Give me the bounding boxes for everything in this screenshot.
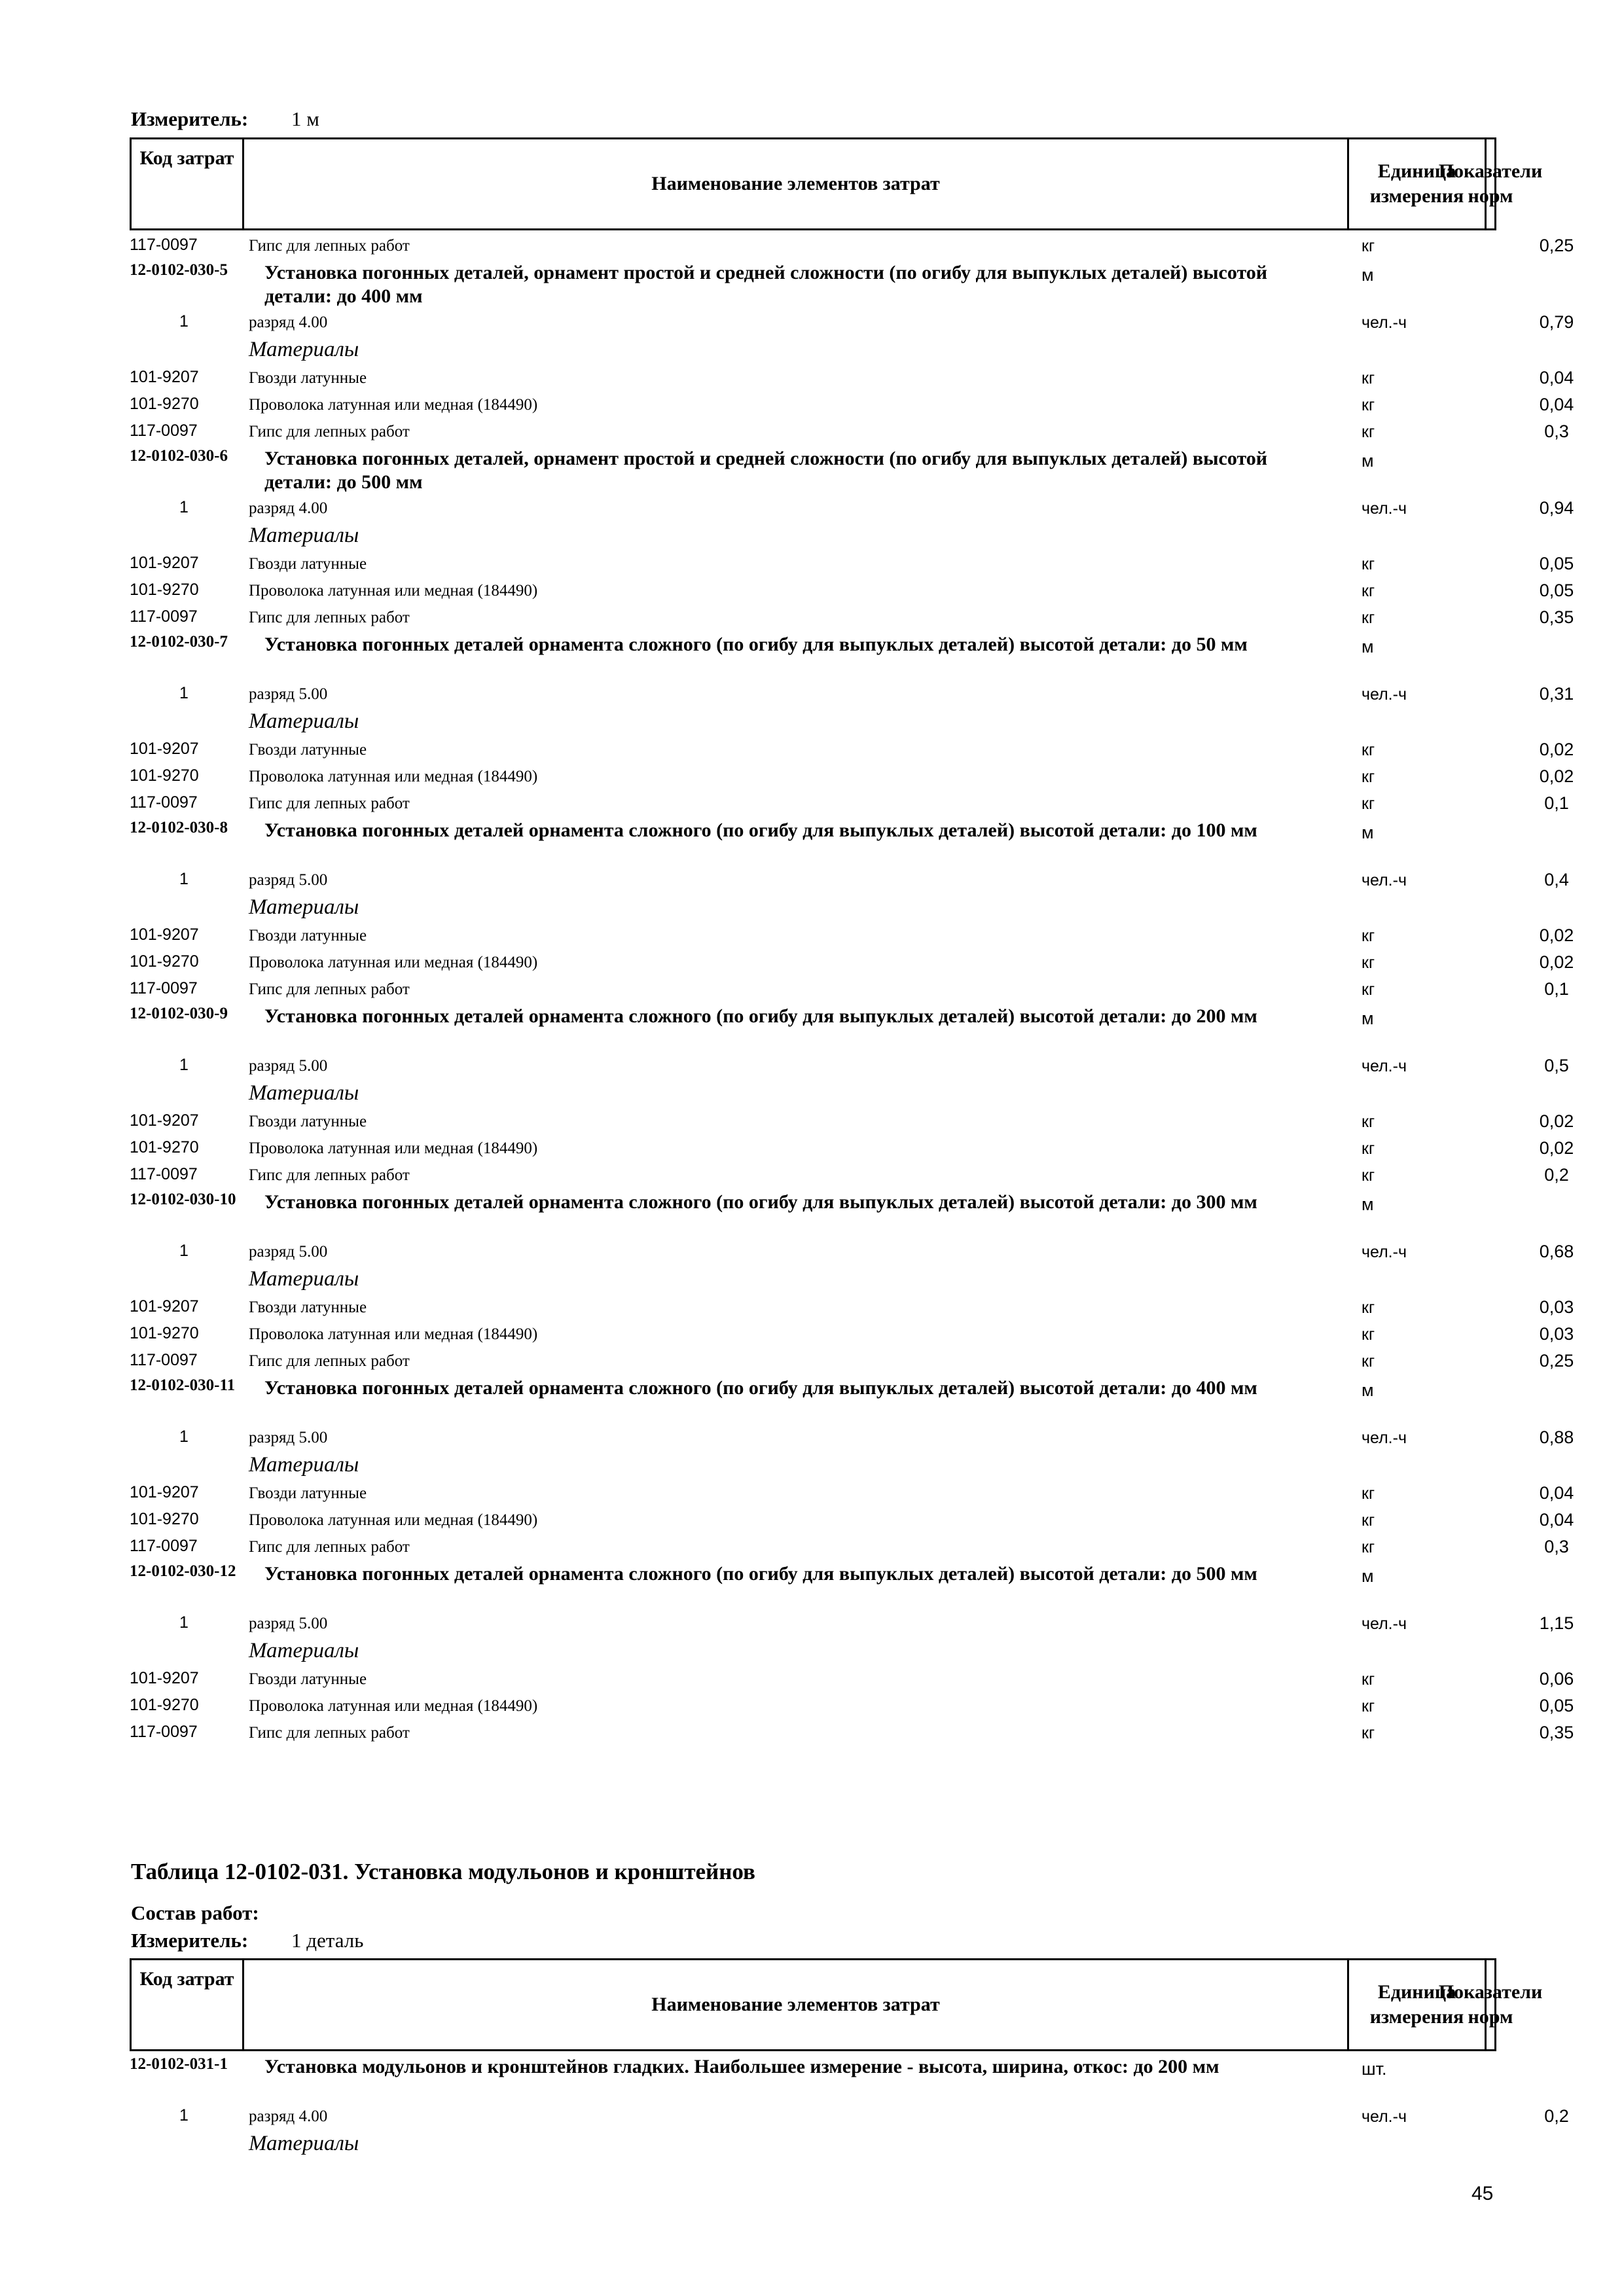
cell-unit: кг (1362, 1299, 1375, 1317)
table-row (130, 1162, 1569, 1189)
cell-name: Гвозди латунные (249, 741, 367, 759)
cell-name: разряд 5.00 (249, 1429, 328, 1446)
cell-name: Гвозди латунные (249, 1113, 367, 1130)
cell-code: 1 (179, 1242, 189, 1260)
cell-code: 117-0097 (130, 1537, 198, 1555)
cell-value: 0,04 (1539, 1510, 1574, 1530)
cell-unit: кг (1362, 927, 1375, 945)
cell-unit: кг (1362, 237, 1375, 255)
cell-name: Гипс для лепных работ (249, 1352, 410, 1370)
cell-name: Гвозди латунные (249, 1484, 367, 1502)
table-row (130, 551, 1574, 578)
cell-unit: кг (1362, 582, 1375, 600)
measure-value-2: 1 деталь (291, 1929, 364, 1952)
cell-name: Проволока латунная или медная (184490) (249, 1511, 538, 1529)
table-row (130, 495, 1574, 522)
cell-name: Гипс для лепных работ (249, 1538, 410, 1556)
cell-name: Гипс для лепных работ (249, 795, 410, 812)
page-number: 45 (1471, 2183, 1494, 2204)
cell-value: 0,31 (1539, 684, 1574, 704)
cell-name: Материалы (249, 2132, 359, 2155)
table-row (130, 1534, 1569, 1561)
cell-name: Установка погонных деталей орнамента сложного (по огибу для выпуклых деталей) высотой детали: до 500 мм (264, 1563, 1257, 1585)
table-row (130, 392, 1574, 419)
cell-code: 101-9207 (130, 1111, 199, 1130)
cell-code: 12-0102-030-9 (130, 1005, 228, 1022)
section-heading-row (130, 446, 1517, 495)
cell-unit: чел.-ч (1362, 685, 1407, 704)
header-value-line2: норм (1468, 185, 1513, 207)
cell-name: Гвозди латунные (249, 1670, 367, 1688)
table-row (130, 867, 1569, 894)
cell-unit: кг (1362, 1166, 1375, 1185)
cell-value: 0,04 (1539, 368, 1574, 387)
cell-value: 0,06 (1539, 1669, 1574, 1689)
cell-name: Установка погонных деталей орнамента сложного (по огибу для выпуклых деталей) высотой детали: до 100 мм (264, 819, 1257, 841)
cell-value: 0,3 (1544, 422, 1569, 441)
cell-code: 1 (179, 312, 189, 331)
table-row (130, 1425, 1574, 1452)
cell-name: разряд 4.00 (249, 499, 328, 517)
cell-unit: кг (1362, 396, 1375, 414)
cell-name: разряд 4.00 (249, 2108, 328, 2125)
cell-unit: м (1362, 637, 1374, 656)
section-heading-row (130, 1003, 1517, 1053)
cell-unit: кг (1362, 1352, 1375, 1371)
cell-code: 12-0102-030-11 (130, 1376, 236, 1394)
cell-name: Проволока латунная или медная (184490) (249, 582, 538, 600)
cell-name: Гвозди латунные (249, 555, 367, 573)
cell-name: разряд 5.00 (249, 685, 328, 703)
cell-value: 0,25 (1539, 1351, 1574, 1371)
cell-name: Материалы (249, 1267, 359, 1291)
cell-name: Гвозди латунные (249, 927, 367, 944)
measure-line (131, 107, 319, 131)
cell-value: 0,02 (1539, 952, 1574, 972)
section-heading-row (130, 817, 1517, 867)
cell-name: Гипс для лепных работ (249, 1166, 410, 1184)
cell-code: 1 (179, 1056, 189, 1074)
table-row (130, 578, 1574, 605)
materials-subheading (130, 1452, 1517, 1480)
cell-code: 101-9270 (130, 1510, 199, 1528)
materials-subheading (130, 2130, 1517, 2159)
cell-name: Проволока латунная или медная (184490) (249, 1325, 538, 1343)
table-row (130, 2104, 1569, 2130)
table-row (130, 1480, 1574, 1507)
cell-code: 12-0102-030-8 (130, 819, 228, 836)
cell-name: разряд 5.00 (249, 871, 328, 889)
measure-value: 1 м (291, 107, 319, 130)
cell-name: Установка погонных деталей орнамента сложного (по огибу для выпуклых деталей) высотой детали: до 400 мм (264, 1377, 1257, 1399)
cell-value: 0,94 (1539, 498, 1574, 518)
cell-unit: чел.-ч (1362, 1615, 1407, 1633)
table-row (130, 1136, 1574, 1162)
header-unit-2-line1: Единица (1377, 1981, 1456, 2003)
cell-value: 0,02 (1539, 766, 1574, 786)
header-code: Код затрат (132, 139, 244, 228)
cell-code: 1 (179, 1613, 189, 1632)
cell-code: 12-0102-030-12 (130, 1562, 236, 1580)
cell-unit: кг (1362, 423, 1375, 441)
cell-name: Гипс для лепных работ (249, 980, 410, 998)
cell-code: 101-9270 (130, 1696, 199, 1714)
table-row (130, 1720, 1574, 1747)
cell-name: Материалы (249, 1639, 359, 1662)
cell-code: 1 (179, 498, 189, 516)
table-row (130, 310, 1574, 336)
table-row (130, 1295, 1574, 1321)
cell-code: 101-9270 (130, 766, 199, 785)
cell-value: 0,03 (1539, 1324, 1574, 1344)
cell-name: Установка модульонов и кронштейнов гладких. Наибольшее измерение - высота, ширина, откос: до 200 мм (264, 2056, 1219, 2077)
cell-unit: м (1362, 451, 1374, 471)
header-unit-line1: Единица (1377, 160, 1456, 182)
cell-value: 0,1 (1544, 793, 1569, 813)
cell-code: 1 (179, 1427, 189, 1446)
cell-code: 117-0097 (130, 236, 198, 254)
table-row (130, 977, 1569, 1003)
cell-value: 0,02 (1539, 925, 1574, 945)
cell-code: 12-0102-030-7 (130, 633, 228, 651)
measure-label: Измеритель: (131, 107, 249, 130)
table-title: Таблица 12-0102-031. Установка модульонов и кронштейнов (131, 1859, 755, 1884)
cell-unit: кг (1362, 609, 1375, 627)
cell-unit: чел.-ч (1362, 1429, 1407, 1447)
cell-unit: кг (1362, 741, 1375, 759)
cell-code: 117-0097 (130, 1351, 198, 1369)
table-row (130, 1611, 1574, 1638)
header-value-2 (1438, 1960, 1543, 2049)
cell-unit: кг (1362, 768, 1375, 786)
measure-label-2: Измеритель: (131, 1929, 249, 1952)
table-header (130, 137, 1543, 230)
cell-name: Материалы (249, 709, 359, 733)
header-value-line1: Показатели (1438, 160, 1543, 182)
cell-unit: кг (1362, 1724, 1375, 1742)
cell-unit: кг (1362, 1538, 1375, 1556)
materials-subheading (130, 1638, 1517, 1666)
cell-unit: кг (1362, 1484, 1375, 1503)
cell-code: 117-0097 (130, 607, 198, 626)
cell-name: Установка погонных деталей, орнамент простой и средней сложности (по огибу для выпуклых деталей) высотой детали: до 500 мм (264, 448, 1268, 493)
cell-name: Материалы (249, 895, 359, 919)
table-row (130, 923, 1574, 950)
cell-value: 0,05 (1539, 1696, 1574, 1715)
cell-name: Материалы (249, 1081, 359, 1105)
cell-unit: кг (1362, 1325, 1375, 1344)
cell-unit: м (1362, 265, 1374, 285)
materials-subheading (130, 522, 1517, 551)
cell-code: 117-0097 (130, 422, 198, 440)
table-row (130, 737, 1574, 764)
cell-code: 101-9270 (130, 395, 199, 413)
table-row (130, 1348, 1574, 1375)
cell-code: 101-9270 (130, 1138, 199, 1157)
cell-unit: м (1362, 1566, 1374, 1586)
cell-unit: кг (1362, 980, 1375, 999)
cell-code: 101-9207 (130, 1669, 199, 1687)
cell-value: 0,3 (1544, 1537, 1569, 1556)
section-heading-row (130, 1189, 1517, 1239)
header-value (1438, 139, 1543, 228)
cell-name: Установка погонных деталей орнамента сложного (по огибу для выпуклых деталей) высотой детали: до 50 мм (264, 634, 1248, 655)
cell-code: 1 (179, 870, 189, 888)
cell-value: 0,02 (1539, 1138, 1574, 1158)
cell-name: разряд 5.00 (249, 1243, 328, 1261)
header-name: Наименование элементов затрат (244, 139, 1349, 228)
cell-name: Материалы (249, 524, 359, 547)
cell-code: 12-0102-030-6 (130, 447, 228, 465)
cell-value: 0,05 (1539, 581, 1574, 600)
cell-unit: кг (1362, 954, 1375, 972)
cell-unit: м (1362, 1380, 1374, 1400)
measure-line-2 (131, 1929, 364, 1952)
cell-code: 101-9207 (130, 554, 199, 572)
cell-code: 117-0097 (130, 1723, 198, 1741)
cell-value: 0,02 (1539, 740, 1574, 759)
cell-unit: кг (1362, 1670, 1375, 1689)
section-heading-row (130, 260, 1517, 310)
work-composition-label: Состав работ: (131, 1901, 259, 1924)
cell-value: 0,79 (1539, 312, 1574, 332)
cell-unit: м (1362, 1194, 1374, 1214)
header-value-2-line2: норм (1468, 2006, 1513, 2028)
section-heading-row (130, 1375, 1517, 1425)
cell-value: 0,68 (1539, 1242, 1574, 1261)
cell-name: Проволока латунная или медная (184490) (249, 768, 538, 785)
cell-unit: чел.-ч (1362, 1243, 1407, 1261)
cell-value: 1,15 (1539, 1613, 1574, 1633)
cell-name: Установка погонных деталей орнамента сложного (по огибу для выпуклых деталей) высотой детали: до 200 мм (264, 1005, 1257, 1027)
cell-unit: кг (1362, 1139, 1375, 1158)
table-header-2 (130, 1958, 1543, 2051)
cell-value: 0,04 (1539, 1483, 1574, 1503)
cell-name: Гипс для лепных работ (249, 423, 410, 440)
cell-unit: кг (1362, 795, 1375, 813)
materials-subheading (130, 708, 1517, 737)
table-row (130, 419, 1569, 446)
table-row (130, 1239, 1574, 1266)
cell-value: 0,02 (1539, 1111, 1574, 1131)
cell-value: 0,05 (1539, 554, 1574, 573)
cell-unit: чел.-ч (1362, 1057, 1407, 1075)
cell-code: 117-0097 (130, 793, 198, 812)
cell-name: разряд 5.00 (249, 1615, 328, 1632)
cell-unit: кг (1362, 1697, 1375, 1715)
header-name-2: Наименование элементов затрат (244, 1960, 1349, 2049)
table-row (130, 605, 1574, 632)
cell-value: 0,03 (1539, 1297, 1574, 1317)
table-row (130, 1507, 1574, 1534)
table-row (130, 791, 1569, 817)
cell-code: 101-9270 (130, 952, 199, 971)
cell-code: 101-9207 (130, 368, 199, 386)
materials-subheading (130, 1080, 1517, 1109)
cell-code: 1 (179, 684, 189, 702)
cell-name: Гипс для лепных работ (249, 237, 410, 255)
table-body-2 (130, 2054, 1569, 2159)
cell-code: 101-9270 (130, 581, 199, 599)
cell-code: 12-0102-030-5 (130, 261, 228, 279)
header-value-2-line1: Показатели (1438, 1981, 1543, 2003)
table-row (130, 1053, 1569, 1080)
cell-unit: чел.-ч (1362, 2108, 1407, 2126)
cell-value: 0,35 (1539, 1723, 1574, 1742)
section-heading-row (130, 2054, 1517, 2104)
header-unit-line2: измерения (1369, 185, 1464, 207)
cell-code: 12-0102-030-10 (130, 1191, 236, 1208)
table-row (130, 1321, 1574, 1348)
materials-subheading (130, 894, 1517, 923)
cell-name: разряд 4.00 (249, 314, 328, 331)
cell-unit: кг (1362, 1113, 1375, 1131)
section-heading-row (130, 632, 1517, 681)
cell-name: Гвозди латунные (249, 369, 367, 387)
cell-name: Проволока латунная или медная (184490) (249, 1697, 538, 1715)
table-row (130, 950, 1574, 977)
table-row (130, 681, 1574, 708)
cell-code: 101-9207 (130, 925, 199, 944)
cell-name: Гвозди латунные (249, 1299, 367, 1316)
table-row (130, 1109, 1574, 1136)
cell-value: 0,4 (1544, 870, 1569, 889)
cell-code: 101-9207 (130, 1483, 199, 1501)
cell-value: 0,2 (1544, 1165, 1569, 1185)
cell-name: Проволока латунная или медная (184490) (249, 1139, 538, 1157)
cell-code: 117-0097 (130, 979, 198, 997)
cell-value: 0,5 (1544, 1056, 1569, 1075)
section-heading-row (130, 1561, 1517, 1611)
table-row (130, 233, 1574, 260)
table-row (130, 764, 1574, 791)
cell-code: 101-9207 (130, 740, 199, 758)
cell-unit: чел.-ч (1362, 314, 1407, 332)
cell-name: Гипс для лепных работ (249, 609, 410, 626)
cell-unit: чел.-ч (1362, 871, 1407, 889)
cell-value: 0,1 (1544, 979, 1569, 999)
cell-code: 117-0097 (130, 1165, 198, 1183)
cell-unit: кг (1362, 369, 1375, 387)
cell-name: Установка погонных деталей орнамента сложного (по огибу для выпуклых деталей) высотой детали: до 300 мм (264, 1191, 1257, 1213)
cell-code: 12-0102-031-1 (130, 2055, 228, 2073)
cell-code: 101-9207 (130, 1297, 199, 1316)
cell-value: 0,2 (1544, 2106, 1569, 2126)
table-body (130, 233, 1574, 1747)
materials-subheading (130, 336, 1517, 365)
cell-name: Гипс для лепных работ (249, 1724, 410, 1742)
cell-name: Установка погонных деталей, орнамент простой и средней сложности (по огибу для выпуклых деталей) высотой детали: до 400 мм (264, 262, 1268, 307)
cell-value: 0,04 (1539, 395, 1574, 414)
cell-name: Материалы (249, 1453, 359, 1477)
cell-name: Проволока латунная или медная (184490) (249, 396, 538, 414)
cell-unit: м (1362, 823, 1374, 842)
cell-unit: шт. (1362, 2059, 1387, 2079)
materials-subheading (130, 1266, 1517, 1295)
cell-unit: кг (1362, 1511, 1375, 1530)
cell-name: разряд 5.00 (249, 1057, 328, 1075)
table-row (130, 1693, 1574, 1720)
header-unit-2-line2: измерения (1369, 2006, 1464, 2028)
cell-name: Проволока латунная или медная (184490) (249, 954, 538, 971)
cell-unit: кг (1362, 555, 1375, 573)
cell-unit: м (1362, 1009, 1374, 1028)
header-code-2: Код затрат (132, 1960, 244, 2049)
cell-value: 0,25 (1539, 236, 1574, 255)
cell-code: 1 (179, 2106, 189, 2125)
cell-value: 0,88 (1539, 1427, 1574, 1447)
cell-code: 101-9270 (130, 1324, 199, 1342)
cell-value: 0,35 (1539, 607, 1574, 627)
cell-unit: чел.-ч (1362, 499, 1407, 518)
table-row (130, 1666, 1574, 1693)
cell-name: Материалы (249, 338, 359, 361)
table-row (130, 365, 1574, 392)
